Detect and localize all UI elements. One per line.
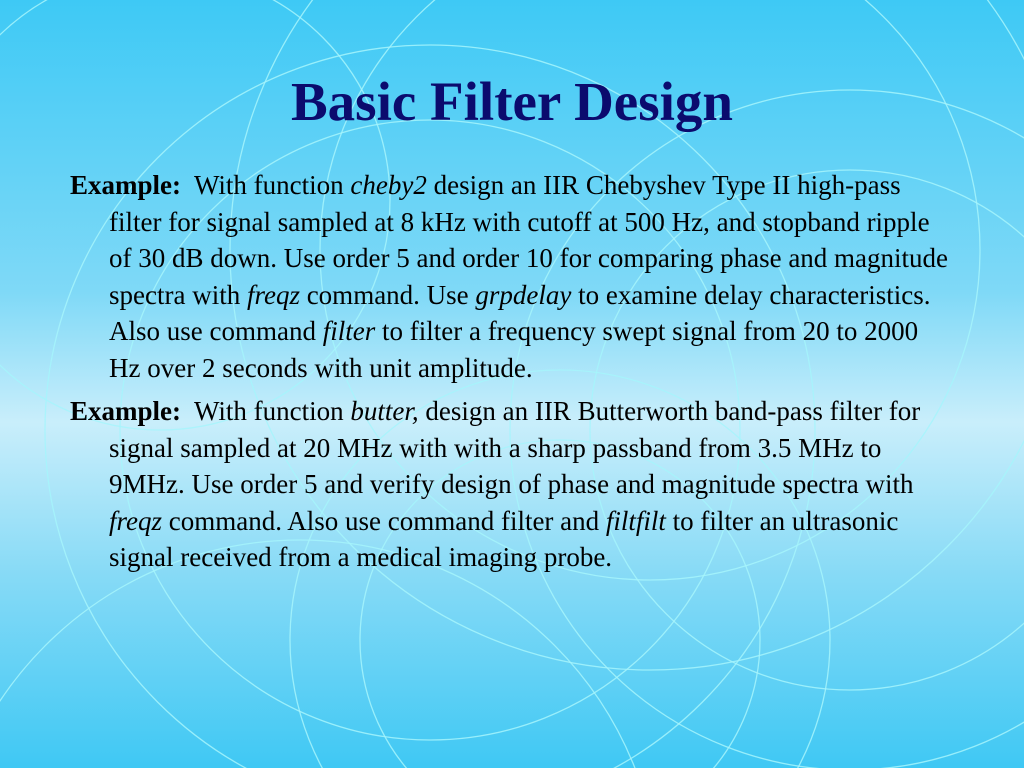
function-name: butter,	[350, 396, 419, 426]
function-name: grpdelay	[475, 279, 572, 310]
example-text: to filter a frequency swept signal from 20 to 2000 Hz over 2 seconds with unit amplitude.	[109, 316, 919, 383]
example-text: design an IIR Chebyshev Type II high-pass filter for signal sampled at 8 kHz with cutoff at 500 Hz, and stopband ripple of 30 dB down. Use order 5 and order 10 for comparing phase and magnitude spectra with	[109, 170, 949, 310]
example-text: With function	[194, 396, 351, 426]
example-text: With function	[194, 170, 351, 200]
example-text: command. Use	[299, 279, 476, 310]
function-name: cheby2	[350, 170, 427, 200]
example-text: design an IIR Butterworth band-pass filter for signal sampled at 20 MHz with with a sharp passband from 3.5 MHz to 9MHz. Use order 5 and verify design of phase and magnitude spectra with	[109, 396, 921, 499]
example-text: to filter an ultrasonic signal received from a medical imaging probe.	[109, 505, 899, 572]
function-name: freqz	[246, 279, 300, 310]
example-label: Example:	[70, 396, 181, 426]
function-name: filtfilt	[605, 505, 666, 536]
example-paragraph-1	[70, 167, 950, 386]
example-text: to examine delay characteristics. Also use command	[109, 279, 931, 346]
slide-title: Basic Filter Design	[291, 71, 733, 132]
example-label: Example:	[70, 170, 181, 200]
function-name: filter	[322, 316, 376, 346]
slide-body	[70, 167, 950, 583]
example-text: command. Also use command filter and	[162, 505, 606, 536]
function-name: freqz	[109, 505, 162, 536]
example-paragraph-2	[70, 393, 950, 576]
